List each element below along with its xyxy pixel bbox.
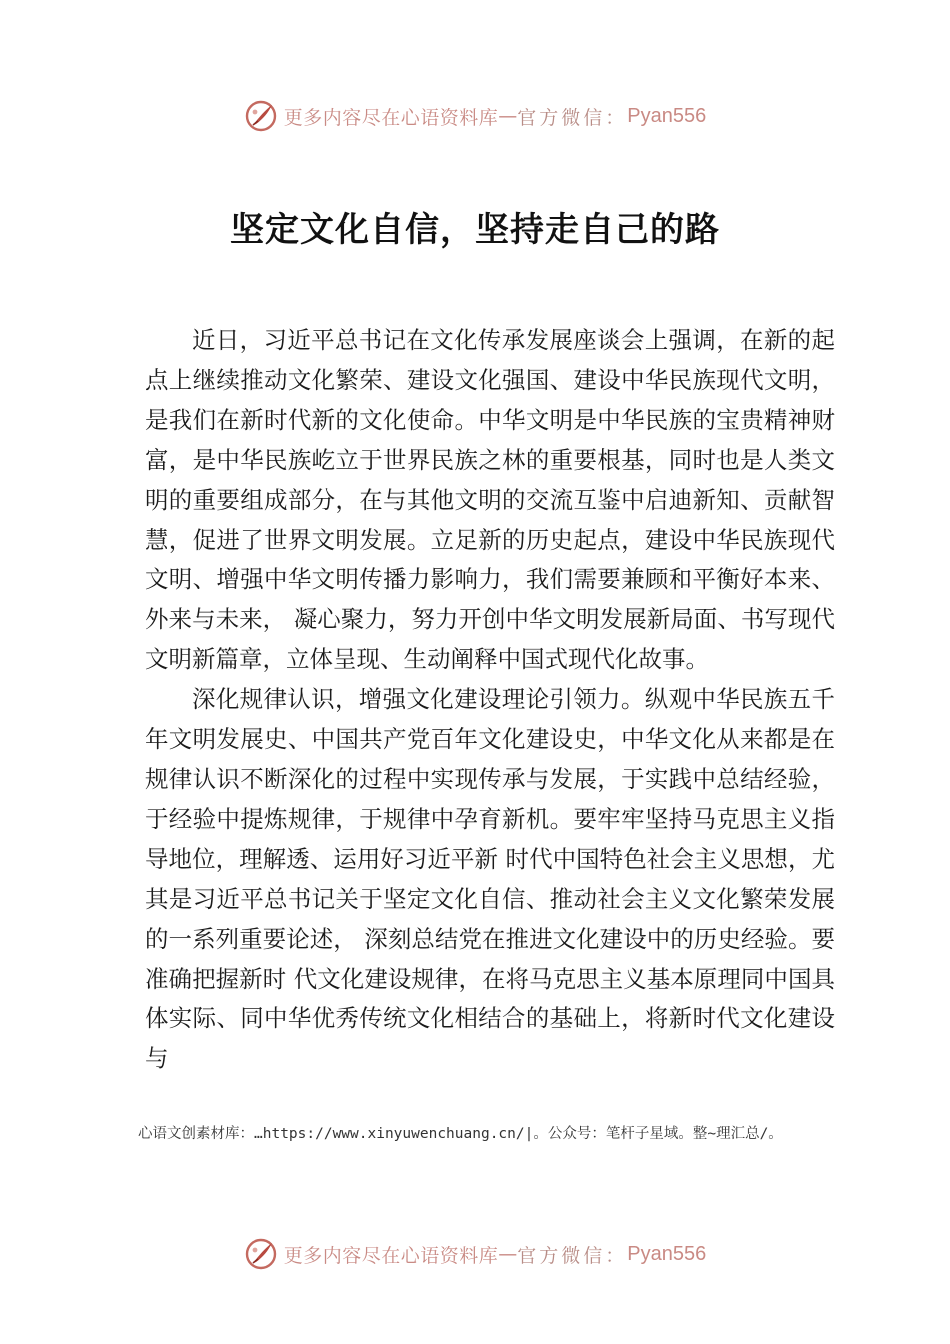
watermark-wechat-id: Pyan556 — [627, 1242, 707, 1265]
document-body — [145, 321, 835, 1079]
watermark-wechat-id: Pyan556 — [627, 104, 707, 127]
watermark-label: 官方微信： — [517, 1244, 628, 1267]
quill-logo-icon — [244, 99, 278, 133]
watermark-dash: — — [498, 1243, 518, 1265]
watermark-main-text: 更多内容尽在心语资料库 — [283, 106, 499, 129]
watermark-header — [0, 96, 950, 136]
watermark-label: 官方微信： — [517, 106, 628, 129]
paragraph-2: 深化规律认识，增强文化建设理论引领力。纵观中华民族五千年文明发展史、中国共产党百年文化建设史，中华文化从来都是在规律认识不断深化的过程中实现传承与发展，于实践中总结经验，于经验中提炼规律，于规律中孕育新机。要牢牢坚持马克思主义指导地位，理解透、运用好习近平新 时代中国特色社会主义思想，尤其是习近平总书记关于坚定文化自信、推动社会主义文化繁荣发展的一系列重要论述， 深刻总结党在推进文化建设中的历史经验。要准确把握新时 代文化建设规律，在将马克思主义基本原理同中国具体实际、同中华优秀传统文化相结合的基础上，将新时代文化建设与 — [145, 685, 835, 1073]
paragraph-1: 近日，习近平总书记在文化传承发展座谈会上强调，在新的起点上继续推动文化繁荣、建设文化强国、建设中华民族现代文明，是我们在新时代新的文化使命。中华文明是中华民族的宝贵精神财富，是中华民族屹立于世界民族之林的重要根基，同时也是人类文明的重要组成部分，在与其他文明的交流互鉴中启迪新知、贡献智慧，促进了世界文明发展。立足新的历史起点，建设中华民族现代文明、增强中华文明传播力影响力，我们需要兼顾和平衡好本来、外来与未来， 凝心聚力，努力开创中华文明发展新局面、书写现代文明新篇章，立体呈现、生动阐释中国式现代化故事。 — [145, 326, 835, 674]
watermark-main-text: 更多内容尽在心语资料库 — [283, 1244, 499, 1267]
quill-logo-icon — [244, 1237, 278, 1271]
watermark-dash: — — [498, 105, 518, 127]
footer-source-note: 心语文创素材库：…https://www.xinyuwenchuang.cn/|。公众号：笔杆子星域。整~理汇总/。 — [138, 1126, 783, 1142]
watermark-footer — [0, 1234, 950, 1274]
document-title: 坚定文化自信，坚持走自己的路 — [230, 210, 720, 250]
